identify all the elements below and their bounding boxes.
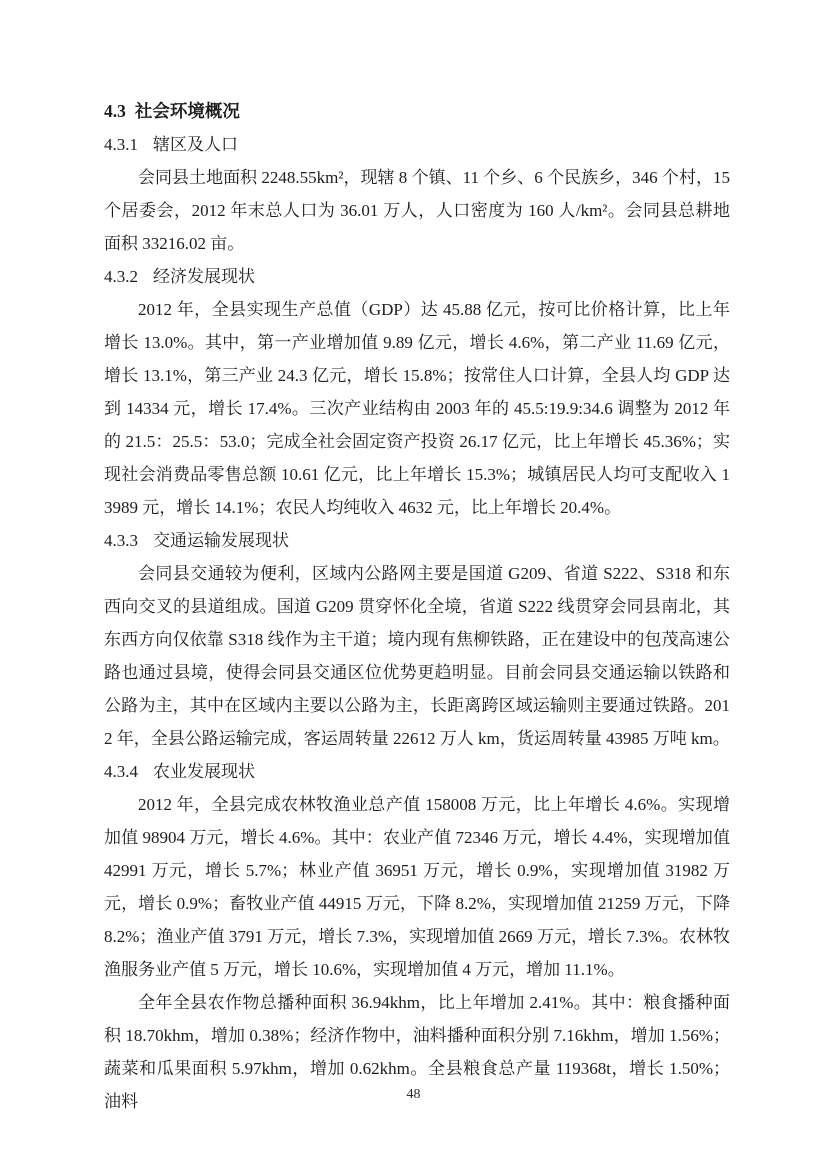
subsection-number: 4.3.3	[104, 531, 138, 550]
subsection-heading-4-3-4	[104, 755, 730, 788]
paragraph: 2012 年，全县实现生产总值（GDP）达 45.88 亿元，按可比价格计算，比上年增长 13.0%。其中，第一产业增加值 9.89 亿元，增长 4.6%，第二产业 11.69 亿元，增长 13.1%，第三产业 24.3 亿元，增长 15.8%；按常住人口计算，全县人均 GDP 达到 14334 元，增长 17.4%。三次产业结构由 2003 年的 45.5:19.9:34.6 调整为 2012 年的 21.5：25.5：53.0；完成全社会固定资产投资 26.17 亿元，比上年增长 45.36%；实现社会消费品零售总额 10.61 亿元，比上年增长 15.3%；城镇居民人均可支配收入 13989 元，增长 14.1%；农民人均纯收入 4632 元，比上年增长 20.4%。	[104, 300, 730, 517]
section-title-text: 社会环境概况	[134, 101, 240, 121]
subsection-title-text: 农业发展现状	[153, 762, 255, 781]
subsection-heading-4-3-3	[104, 524, 730, 557]
section-title-4-3	[104, 95, 730, 128]
subsection-title-text: 辖区及人口	[153, 135, 238, 154]
paragraph: 会同县土地面积 2248.55km²，现辖 8 个镇、11 个乡、6 个民族乡，346 个村，15 个居委会，2012 年末总人口为 36.01 万人，人口密度为 160 人/km²。会同县总耕地面积 33216.02 亩。	[104, 168, 730, 253]
subsection-number: 4.3.4	[104, 762, 138, 781]
subsection-4-3-2	[104, 260, 730, 524]
subsection-number: 4.3.1	[104, 135, 138, 154]
page-content	[104, 95, 730, 1118]
paragraph: 会同县交通较为便利，区域内公路网主要是国道 G209、省道 S222、S318 和东西向交叉的县道组成。国道 G209 贯穿怀化全境，省道 S222 线贯穿会同县南北，其东西方向仅依靠 S318 线作为主干道；境内现有焦柳铁路，正在建设中的包茂高速公路也通过县境，使得会同县交通区位优势更趋明显。目前会同县交通运输以铁路和公路为主，其中在区域内主要以公路为主，长距离跨区域运输则主要通过铁路。2012 年，全县公路运输完成，客运周转量 22612 万人 km，货运周转量 43985 万吨 km。	[104, 564, 730, 748]
section-number: 4.3	[104, 101, 126, 121]
subsection-4-3-1	[104, 128, 730, 260]
subsection-heading-4-3-2	[104, 260, 730, 293]
paragraph: 2012 年，全县完成农林牧渔业总产值 158008 万元，比上年增长 4.6%。实现增加值 98904 万元，增长 4.6%。其中：农业产值 72346 万元，增长 4.4%，实现增加值 42991 万元，增长 5.7%；林业产值 36951 万元，增长 0.9%，实现增加值 31982 万元，增长 0.9%；畜牧业产值 44915 万元，下降 8.2%，实现增加值 21259 万元，下降 8.2%；渔业产值 3791 万元，增长 7.3%，实现增加值 2669 万元，增长 7.3%。农林牧渔服务业产值 5 万元，增长 10.6%，实现增加值 4 万元，增加 11.1%。	[104, 795, 730, 979]
subsection-title-text: 经济发展现状	[153, 267, 255, 286]
subsection-4-3-4	[104, 755, 730, 1118]
subsection-title-text: 交通运输发展现状	[153, 531, 289, 550]
subsection-heading-4-3-1	[104, 128, 730, 161]
page-number: 48	[406, 1087, 421, 1102]
paragraph: 全年全县农作物总播种面积 36.94khm，比上年增加 2.41%。其中：粮食播种面积 18.70khm，增加 0.38%；经济作物中，油料播种面积分别 7.16khm，增加 1.56%；蔬菜和瓜果面积 5.97khm，增加 0.62khm。全县粮食总产量 119368t，增长 1.50%；油料	[104, 993, 730, 1111]
subsection-4-3-3	[104, 524, 730, 755]
subsection-number: 4.3.2	[104, 267, 138, 286]
